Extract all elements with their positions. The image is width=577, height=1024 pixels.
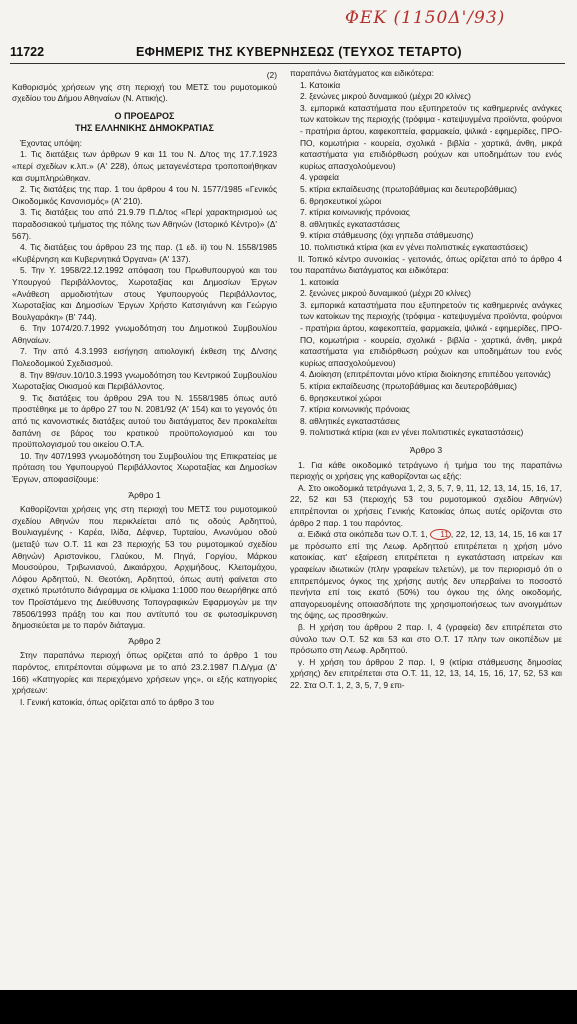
list-item: 6. θρησκευτικοί χώροι [300,392,382,403]
right-column [290,68,562,691]
list-item: 3. εμπορικά καταστήματα που εξυπηρετούν τις καθημερινές ανάγκες των κατοίκων της περιοχής (τρόφιμα - κατεψυγμένα προϊόντα, φούρνοι - πρατήρια άρτου, καφεκοπτεία, φαρμακεία, ψιλικά - εφημερίδες, ΠΡΟ-ΠΟ, κομωτήρια - κουρεία, σχολικά - βιβλία - χαρτικά, άνθη, μικρά καταστήματα για επιδιόρθωση ρούχων και υποδημάτων του ενός κυρίως απασχολούμενου) [300,299,562,368]
item-ii: ΙΙ. Τοπικό κέντρο συνοικίας - γειτονιάς, όπως ορίζεται από το άρθρο 4 του παραπάνω διατάγματος και ειδικότερα: [290,253,562,276]
article-2-title: Άρθρο 2 [128,635,161,646]
list-item: 4. Διοίκηση (επιτρέπονται μόνο κτίρια διοίκησης επιπέδου γειτονιάς) [300,369,551,380]
list-item: 8. αθλητικές εγκαταστάσεις [300,218,400,229]
recital-10: 10. Την 407/1993 γνωμοδότηση του Συμβουλίου της Επικρατείας με πρόταση του Υφυπουργού Περιβάλλοντος Χωροταξίας και Δημοσίων Έργων, αποφασίζουμε: [12,450,277,484]
handwritten-circle-mark: 11 [430,529,451,540]
list-item: 5. κτίρια εκπαίδευσης (πρωτοβάθμιας και δευτεροβάθμιας) [300,381,517,392]
para-a-end: , 22, 12, 13, 14, 15, 16 και 17 με πρόσωπο επί της Λεωφ. Αρδηττού επιτρέπεται η χρήση μόνο κατοικίας. κατ' εξαίρεση επιτρέπεται η εγκατάσταση ιατρείων και γραφείων ιδιωτικών (πλην γραφείων τελετών), με τον περιορισμό ότι ο επιτρεπόμενος όγκος της χρήσης αυτής δεν υπερβαίνει το ποσοστό πενήντα επί τοις εκατό (50%) του όγκου της όλης οικοδομής, απαγορευομένης οποιασδήποτε της χρησιμοποιήσεως των ανοιγμάτων της όψης, ως προσθηκών. [290,529,562,621]
heading-president: Ο ΠΡΟΕΔΡΟΣ [114,110,175,121]
article-3-para-c: γ. Η χρήση του άρθρου 2 παρ. Ι, 9 (κτίρια στάθμευσης δημοσίας χρήσης) δεν επιτρέπεται στα Ο.Τ. 11, 12, 13, 14, 15, 16, 17, 52, 53 και 22. Στα Ο.Τ. 1, 2, 3, 5, 7, 9 επι- [290,656,562,690]
list-item: 1. κατοικία [300,276,339,287]
recital-8: 8. Την 89/συν.10/10.3.1993 γνωμοδότηση του Κεντρικού Συμβουλίου Χωροταξίας Οικισμού και Περιβάλλοντος. [12,369,277,392]
article-1-text: Καθορίζονται χρήσεις γης στη περιοχή του ΜΕΤΣ του ρυμοτομικού σχεδίου Αθηνών που περικλείεται από τις οδούς Αρδηττού, Βουλιαγμένης - Καρέα, Ιλίδα, Δέφνερ, Τυρταίου, Ανωνύμου οδού (μεταξύ των Ο.Τ. 11 και 23 περιοχής 53 του ρυμοτομικού σχεδίου Αθηνών) Αριστονίκου, Γλαύκου, Μ. Πηγά, Γοργίου, Μάρκου Μουσούρου, Τριβωνιανού, Δικαιάρχου, Αρχιμήδους, Κλειτομάχου, Λόφου Αρδηττού, Ν. Θεοτόκη, Αρδηττού, όπως αυτή φαίνεται στο σχετικό πρωτότυπο διάγραμμα σε κλίμακα 1:1000 που θεωρήθηκε από τον Προϊστάμενο της Διεύθυνσης Τοπογραφικών Εφαρμογών με την 78506/1993 πράξη του και που αντίτυπό του σε φωτοσμίκρυνση δημοσιεύεται με το παρόν διάταγμα. [12,504,277,631]
list-item: 1. Κατοικία [300,79,341,90]
article-3-para-b: β. Η χρήση του άρθρου 2 παρ. Ι, 4 (γραφεία) δεν επιτρέπεται στο σύνολο των Ο.Τ. 52 και 53 και στο Ο.Τ. 17 πλην των οικοπέδων με πρόσωπο στη Λεωφ. Αρδηττού. [290,621,562,656]
continuation: παραπάνω διατάγματος και ειδικότερα: [290,68,434,78]
article-3-para-1: 1. Για κάθε οικοδομικό τετράγωνο ή τμήμα του της παραπάνω περιοχής οι χρήσεις γης καθορίζονται ως εξής: [290,459,562,482]
article-3-para-a [290,529,562,622]
heading-republic: ΤΗΣ ΕΛΛΗΝΙΚΗΣ ΔΗΜΟΚΡΑΤΙΑΣ [75,122,214,133]
list-item: 3. εμπορικά καταστήματα που εξυπηρετούν τις καθημερινές ανάγκες των κατοίκων της περιοχής (τρόφιμα - κατεψυγμένα προϊόντα, φούρνοι - πρατήρια άρτου, καφεκοπτεία, φαρμακεία, ψιλικά - εφημερίδες, ΠΡΟ-ΠΟ, κομωτήρια - κουρεία, σχολικά - βιβλία - χαρτικά, άνθη, μικρά καταστήματα για επιδιόρθωση ρούχων και υποδημάτων του ενός κυρίως απασχολούμενου) [300,102,562,171]
bottom-edge [0,990,577,1024]
page-number: 11722 [10,45,45,59]
list-item: 2. ξενώνες μικρού δυναμικού (μέχρι 20 κλίνες) [300,288,471,299]
article-2-item-i: Ι. Γενική κατοικία, όπως ορίζεται από το άρθρο 3 του [20,696,214,707]
list-item: 5. κτίρια εκπαίδευσης (πρωτοβάθμιας και δευτεροβάθμιας) [300,183,517,194]
article-3-para-a-upper: Α. Στο οικοδομικά τετράγωνα 1, 2, 3, 5, 7, 9, 11, 12, 13, 14, 15, 16, 17, 22, 52 και 53 (περιοχής 53 του ρυμοτομικού σχεδίου Αθηνών) επιτρέπονται οι χρήσεις Γενικής Κατοικίας όπως αυτές ορίζονται στο άρθρο 2 παρ. 1 του παρόντος. [290,482,562,528]
list-item: 7. κτίρια κοινωνικής πρόνοιας [300,404,410,415]
para-a-start: α. Ειδικά στα οικόπεδα των Ο.Τ. 1, [298,529,431,540]
article-1-title: Άρθρο 1 [128,489,161,500]
recital-5: 5. Την Υ. 1958/22.12.1992 απόφαση του Πρωθυπουργού και του Υπουργού Περιβάλλοντος, Χωροταξίας και Δημοσίων Έργων «Ανάθεση αρμοδιοτήτων στους Υφυπουργούς Περιβάλλοντος, Χωροταξίας και Δημοσίων Έργων Χρήστο Κατσιγιάννη και Γεώργιο Βουλγαράκη» (Β' 744). [12,265,277,322]
decree-number: (2) [266,70,277,80]
page-header [10,45,565,64]
considering: Έχοντας υπόψη: [20,137,82,148]
recital-9: 9. Τις διατάξεις του άρθρου 29Α του Ν. 1558/1985 όπως αυτό προστέθηκε με το άρθρο 27 του Ν. 2081/92 (Α' 154) και το γεγονός ότι από τις κανονιστικές διατάξεις αυτού του διατάγματος δεν προκαλείται δαπάνη σε βάρος του κρατικού προϋπολογισμού και του προϋπολογισμού του οικείου Ο.Τ.Α. [12,392,277,450]
list-item: 9. πολιτιστικά κτίρια (και εν γένει πολιτιστικές εγκαταστάσεις) [300,427,524,438]
article-2-text: Στην παραπάνω περιοχή όπως ορίζεται από το άρθρο 1 του παρόντος, επιτρέπονται σύμφωνα με το από 23.2.1987 Π.Δ/γμα (Δ' 166) «Κατηγορίες και περιεχόμενο χρήσεων γης», οι εξής κατηγορίες χρήσεων: [12,650,277,696]
list-item: 7. κτίρια κοινωνικής πρόνοιας [300,207,410,218]
handwritten-note: ΦΕΚ (1150Δ'/93) [345,8,506,28]
decree-intro: Καθορισμός χρήσεων γης στη περιοχή του ΜΕΤΣ του ρυμοτομικού σχεδίου του Δήμου Αθηναίων (Ν. Αττικής). [12,81,277,104]
list-item: 4. γραφεία [300,172,339,183]
list-local-centre [290,277,562,439]
left-column [12,70,277,708]
list-item: 2. ξενώνες μικρού δυναμικού (μέχρι 20 κλίνες) [300,91,471,102]
gazette-title: ΕΦΗΜΕΡΙΣ ΤΗΣ ΚΥΒΕΡΝΗΣΕΩΣ (ΤΕΥΧΟΣ ΤΕΤΑΡΤΟ) [136,45,462,59]
recital-6: 6. Την 1074/20.7.1992 γνωμοδότηση του Δημοτικού Συμβουλίου Αθηναίων. [12,323,277,345]
recital-2: 2. Τις διατάξεις της παρ. 1 του άρθρου 4 του Ν. 1577/1985 «Γενικός Οικοδομικός Κανονισμός» (Α' 210). [12,184,277,206]
list-item: 9. κτίρια στάθμευσης (όχι γηπεδα στάθμευσης) [300,230,474,241]
list-item: 6. θρησκευτικοί χώροι [300,195,382,206]
list-general-housing [290,80,562,254]
list-item: 8. αθλητικές εγκαταστάσεις [300,415,400,426]
article-3-title: Άρθρο 3 [409,445,443,455]
list-item: 10. πολιτιστικά κτίρια (και εν γένει πολιτιστικές εγκαταστάσεις) [300,241,528,252]
recital-3: 3. Τις διατάξεις του από 21.9.79 Π.Δ/τος «Περί χαρακτηρισμού ως παραδοσιακού τμήματος της πόλης των Αθηνών (Ιστορικό Κέντρο)» (Δ' 567). [12,207,277,241]
recital-4: 4. Τις διατάξεις του άρθρου 23 της παρ. (1 εδ. ii) του Ν. 1558/1985 «Κυβέρνηση και Κυβερνητικά Όργανα» (Α' 137). [12,242,277,264]
recital-1: 1. Τις διατάξεις των άρθρων 9 και 11 του Ν. Δ/τος της 17.7.1923 «περί σχεδίων κ.λπ.» (Α' 228), όπως μεταγενέστερα τροποποιήθηκαν και συμπληρώθηκαν. [12,149,277,183]
recital-7: 7. Την από 4.3.1993 εισήγηση αιτιολογική έκθεση της Δ/νσης Πολεοδομικού Σχεδιασμού. [12,346,277,369]
